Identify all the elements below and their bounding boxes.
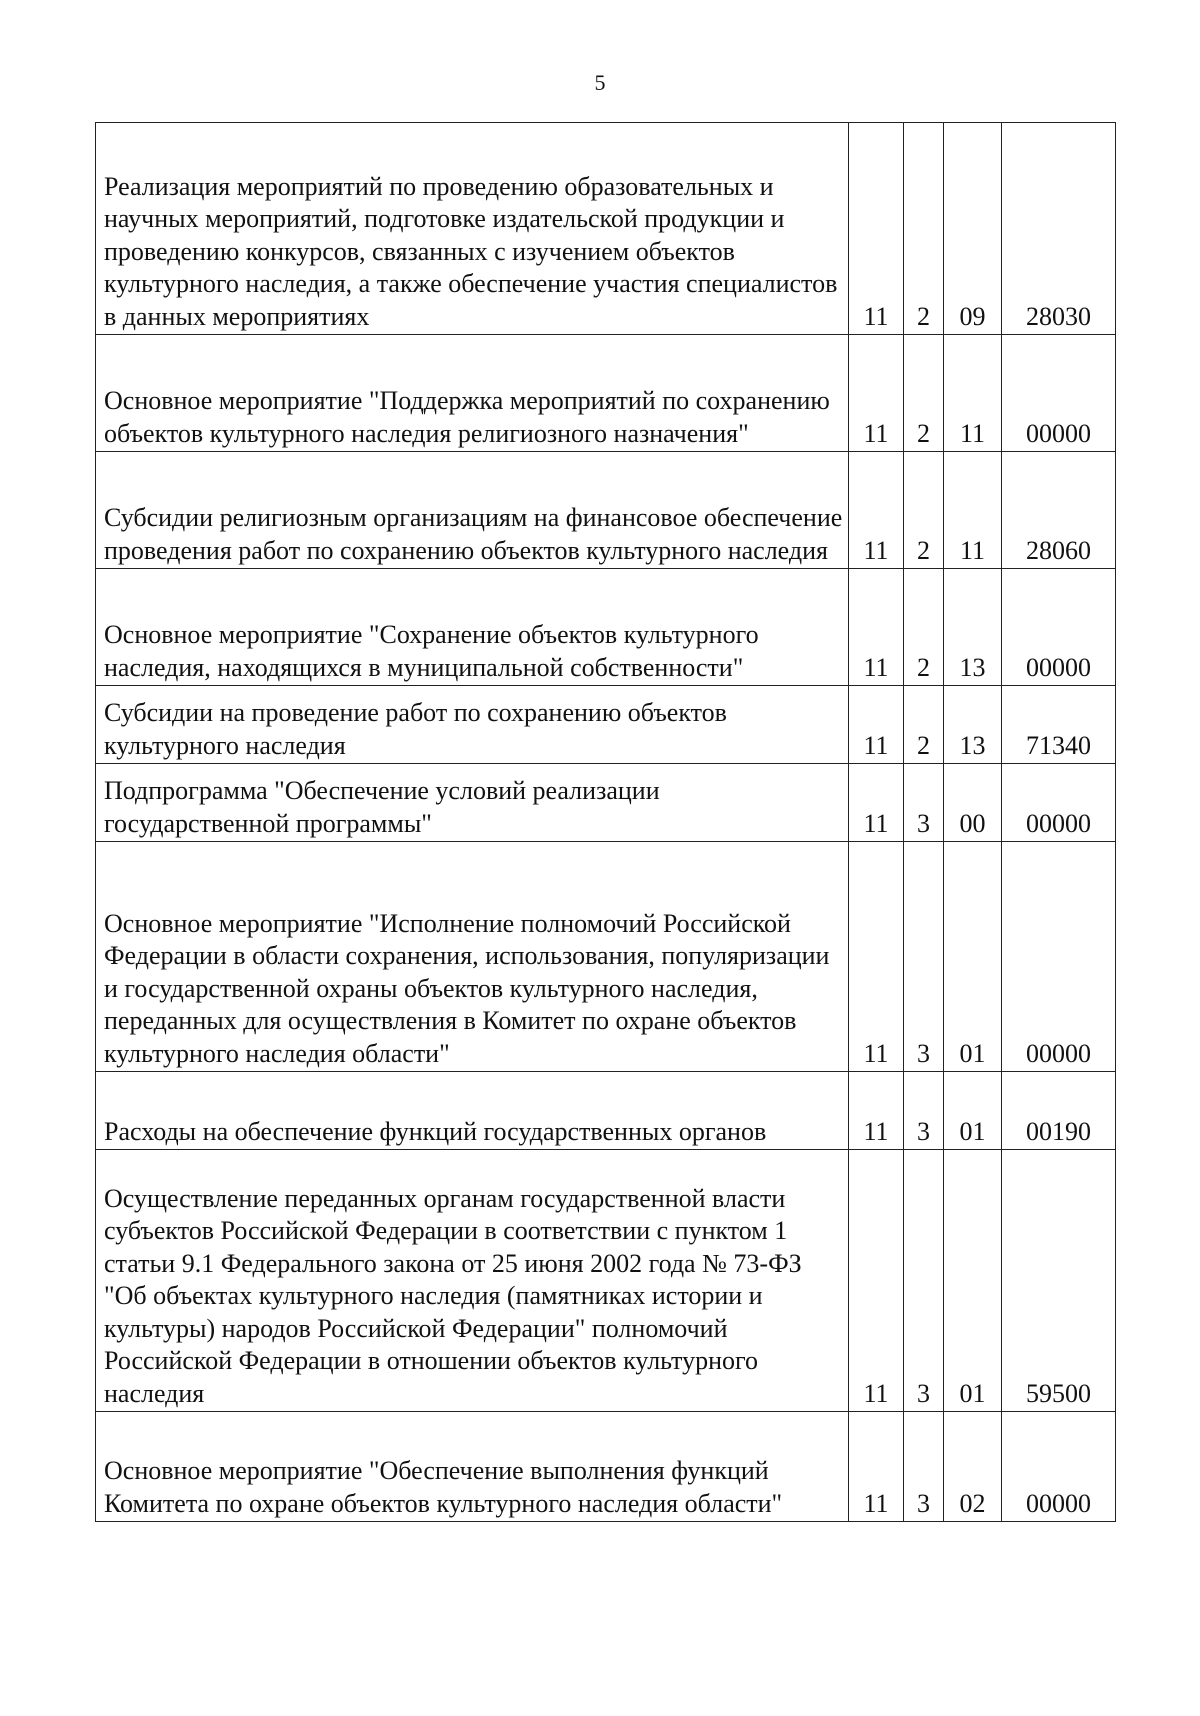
code-program: 11 xyxy=(849,1150,904,1412)
code-subprogram: 2 xyxy=(904,569,944,686)
table-row xyxy=(96,686,1116,764)
code-program: 11 xyxy=(849,335,904,452)
code-program: 11 xyxy=(849,686,904,764)
table-row xyxy=(96,842,1116,1072)
code-direction: 00190 xyxy=(1002,1072,1116,1150)
code-direction: 00000 xyxy=(1002,764,1116,842)
row-name: Основное мероприятие "Поддержка мероприятий по сохранению объектов культурного наследия религиозного назначения" xyxy=(96,335,849,452)
code-direction: 71340 xyxy=(1002,686,1116,764)
code-main-activity: 01 xyxy=(944,842,1002,1072)
code-main-activity: 01 xyxy=(944,1150,1002,1412)
code-direction: 28060 xyxy=(1002,452,1116,569)
row-name: Субсидии религиозным организациям на финансовое обеспечение проведения работ по сохранению объектов культурного наследия xyxy=(96,452,849,569)
code-subprogram: 3 xyxy=(904,1072,944,1150)
code-program: 11 xyxy=(849,123,904,335)
code-program: 11 xyxy=(849,452,904,569)
code-program: 11 xyxy=(849,764,904,842)
code-program: 11 xyxy=(849,1072,904,1150)
budget-table xyxy=(95,122,1116,1522)
code-subprogram: 3 xyxy=(904,764,944,842)
code-main-activity: 13 xyxy=(944,686,1002,764)
row-name: Осуществление переданных органам государственной власти субъектов Российской Федерации в соответствии с пунктом 1 статьи 9.1 Федерального закона от 25 июня 2002 года № 73-ФЗ "Об объектах культурного наследия (памятниках истории и культуры) народов Российской Федерации" полномочий Российской Федерации в отношении объектов культурного наследия xyxy=(96,1150,849,1412)
row-name: Основное мероприятие "Сохранение объектов культурного наследия, находящихся в муниципальной собственности" xyxy=(96,569,849,686)
code-direction: 00000 xyxy=(1002,1412,1116,1522)
row-name: Расходы на обеспечение функций государственных органов xyxy=(96,1072,849,1150)
row-name: Субсидии на проведение работ по сохранению объектов культурного наследия xyxy=(96,686,849,764)
table-row xyxy=(96,569,1116,686)
code-main-activity: 02 xyxy=(944,1412,1002,1522)
table-row xyxy=(96,123,1116,335)
code-subprogram: 2 xyxy=(904,452,944,569)
code-direction: 00000 xyxy=(1002,842,1116,1072)
table-row xyxy=(96,452,1116,569)
code-main-activity: 11 xyxy=(944,452,1002,569)
table-row xyxy=(96,764,1116,842)
row-name: Основное мероприятие "Обеспечение выполнения функций Комитета по охране объектов культурного наследия области" xyxy=(96,1412,849,1522)
code-direction: 00000 xyxy=(1002,335,1116,452)
code-main-activity: 01 xyxy=(944,1072,1002,1150)
row-name: Подпрограмма "Обеспечение условий реализации государственной программы" xyxy=(96,764,849,842)
code-program: 11 xyxy=(849,569,904,686)
code-main-activity: 00 xyxy=(944,764,1002,842)
page-number: 5 xyxy=(594,70,606,95)
code-subprogram: 2 xyxy=(904,123,944,335)
code-program: 11 xyxy=(849,1412,904,1522)
table-row xyxy=(96,335,1116,452)
code-main-activity: 11 xyxy=(944,335,1002,452)
row-name: Основное мероприятие "Исполнение полномочий Российской Федерации в области сохранения, использования, популяризации и государственной охраны объектов культурного наследия, переданных для осуществления в Комитет по охране объектов культурного наследия области" xyxy=(96,842,849,1072)
code-program: 11 xyxy=(849,842,904,1072)
code-subprogram: 3 xyxy=(904,842,944,1072)
code-subprogram: 3 xyxy=(904,1150,944,1412)
table-row xyxy=(96,1412,1116,1522)
table-row xyxy=(96,1150,1116,1412)
code-main-activity: 13 xyxy=(944,569,1002,686)
code-subprogram: 2 xyxy=(904,686,944,764)
code-direction: 59500 xyxy=(1002,1150,1116,1412)
code-direction: 28030 xyxy=(1002,123,1116,335)
code-main-activity: 09 xyxy=(944,123,1002,335)
table-row xyxy=(96,1072,1116,1150)
code-subprogram: 2 xyxy=(904,335,944,452)
budget-classification-table xyxy=(95,122,1115,1522)
code-subprogram: 3 xyxy=(904,1412,944,1522)
row-name: Реализация мероприятий по проведению образовательных и научных мероприятий, подготовке издательской продукции и проведению конкурсов, связанных с изучением объектов культурного наследия, а также обеспечение участия специалистов в данных мероприятиях xyxy=(96,123,849,335)
code-direction: 00000 xyxy=(1002,569,1116,686)
